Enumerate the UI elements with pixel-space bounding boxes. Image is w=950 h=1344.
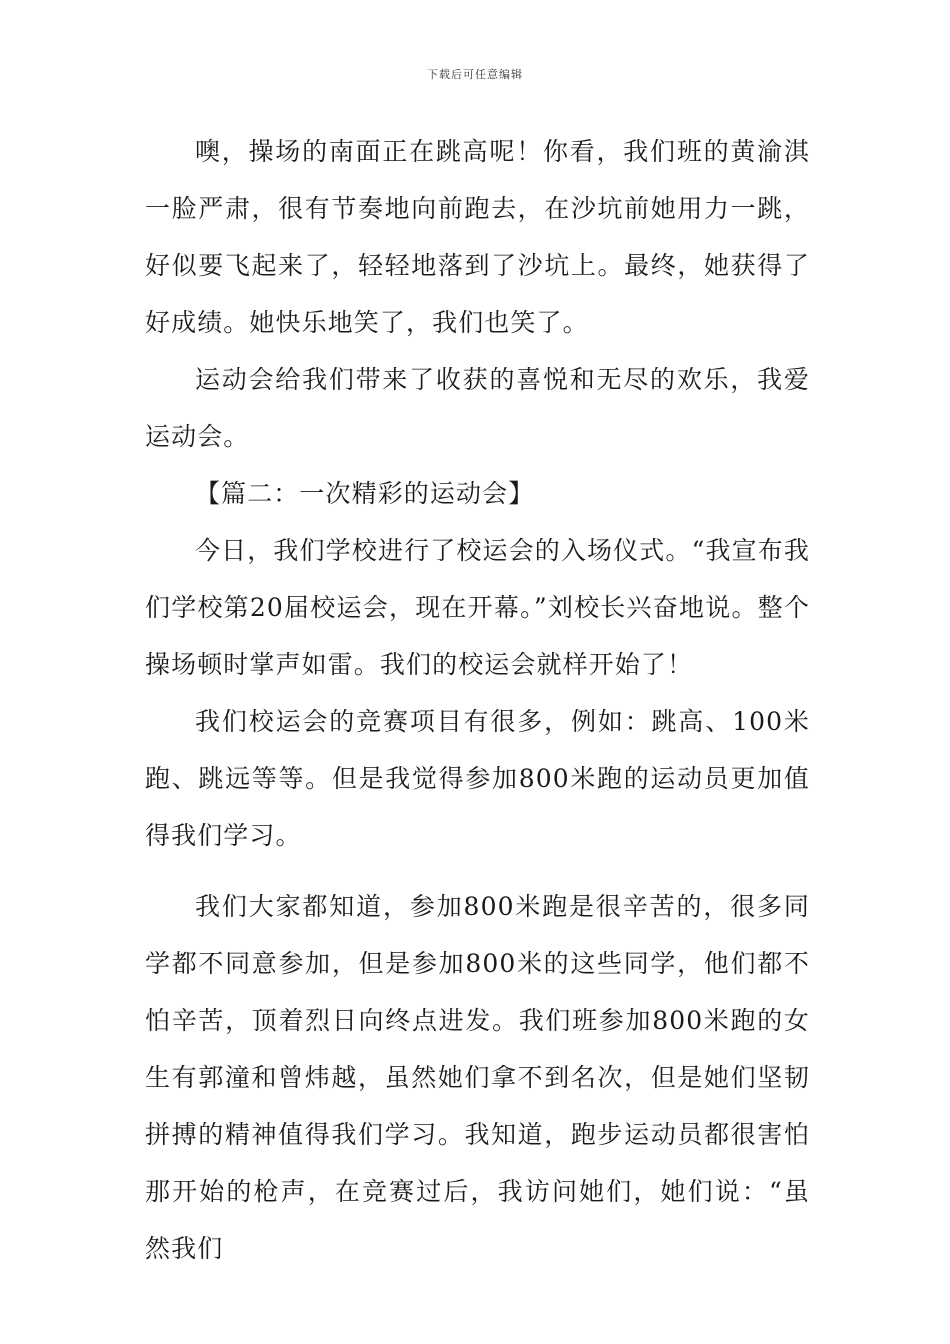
paragraph-conclusion: 运动会给我们带来了收获的喜悦和无尽的欢乐，我爱运动会。 <box>145 365 810 451</box>
paragraph-opening-ceremony: 今日，我们学校进行了校运会的入场仪式。“我宣布我们学校第20届校运会，现在开幕。”刘校长兴奋地说。整个操场顿时掌声如雷。我们的校运会就样开始了！ <box>145 536 810 679</box>
paragraph-events: 我们校运会的竞赛项目有很多，例如：跳高、100米跑、跳远等等。但是我觉得参加800米跑的运动员更加值得我们学习。 <box>145 707 810 850</box>
paragraph-high-jump: 噢，操场的南面正在跳高呢！你看，我们班的黄渝淇一脸严肃，很有节奏地向前跑去，在沙坑前她用力一跳，好似要飞起来了，轻轻地落到了沙坑上。最终，她获得了好成绩。她快乐地笑了，我们也笑了。 <box>145 137 810 337</box>
document-body <box>145 123 810 1277</box>
paragraph-800m: 我们大家都知道，参加800米跑是很辛苦的，很多同学都不同意参加，但是参加800米的这些同学，他们都不怕辛苦，顶着烈日向终点进发。我们班参加800米跑的女生有郭潼和曾炜越，虽然她们拿不到名次，但是她们坚韧拼搏的精神值得我们学习。我知道，跑步运动员都很害怕那开始的枪声，在竞赛过后，我访问她们，她们说：“虽然我们 <box>145 892 810 1263</box>
section-heading: 【篇二：一次精彩的运动会】 <box>195 479 535 508</box>
page-header: 下载后可任意编辑 <box>427 68 523 81</box>
